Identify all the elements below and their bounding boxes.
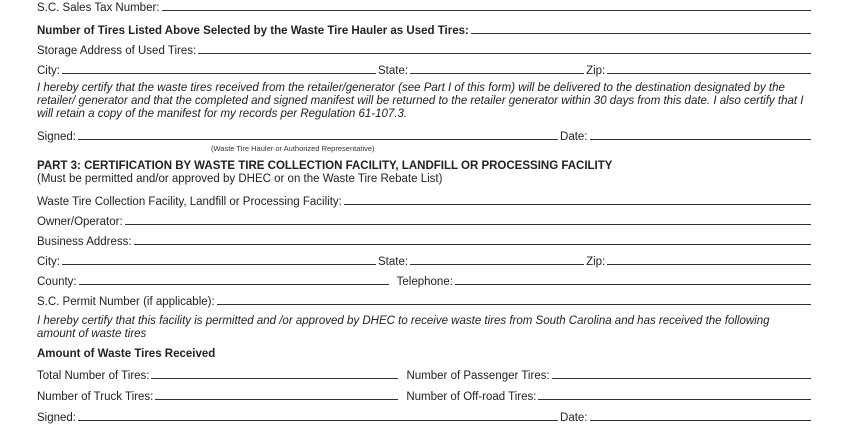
hauler-date-field[interactable] [590,138,811,140]
county-row [37,272,811,288]
date-label: Date: [560,412,588,424]
hauler-city-row [37,61,811,77]
total-tires-label: Total Number of Tires: [37,370,150,382]
facility-date-field[interactable] [590,419,811,421]
date-label: Date: [560,131,588,143]
num-tires-label: Number of Tires Listed Above Selected by the Waste Tire Hauler as Used Tires: [37,25,469,37]
facility-field[interactable] [344,203,811,205]
sales-tax-field[interactable] [162,9,811,11]
permit-label: S.C. Permit Number (if applicable): [37,296,215,308]
storage-address-label: Storage Address of Used Tires: [37,45,197,57]
part3-subheading: (Must be permitted and/or approved by DHEC or on the Waste Tire Rebate List) [37,173,443,185]
facility-signed-row [37,408,811,424]
state-label: State: [378,256,409,268]
sales-tax-label: S.C. Sales Tax Number: [37,2,160,14]
owner-row [37,212,811,228]
facility-city-row [37,252,811,268]
zip-label: Zip: [586,65,606,77]
facility-signature-field[interactable] [78,419,558,421]
facility-zip-field[interactable] [607,263,811,265]
amount-heading: Amount of Waste Tires Received [37,348,216,360]
hauler-certification-text: I hereby certify that the waste tires received from the retailer/generator (see Part I of this form) will be delivered to the destination designated by the retailer/ generator and that the completed and signed manifest will be returned to the retailer generator within 30 days from this date. I also certify that I will retain a copy of the manifest for my records per Regulation 61-107.3. [37,82,804,120]
storage-address-row [37,41,811,57]
part3-heading: PART 3: CERTIFICATION BY WASTE TIRE COLLECTION FACILITY, LANDFILL OR PROCESSING FACILITY [37,160,613,172]
passenger-tires-label: Number of Passenger Tires: [406,370,550,382]
truck-tires-field[interactable] [155,398,398,400]
business-address-row [37,232,811,248]
permit-field[interactable] [217,303,811,305]
num-tires-field[interactable] [471,32,811,34]
facility-state-field[interactable] [410,263,584,265]
total-tires-field[interactable] [151,377,398,379]
state-label: State: [378,65,409,77]
offroad-tires-field[interactable] [538,398,811,400]
offroad-tires-label: Number of Off-road Tires: [406,391,537,403]
county-field[interactable] [79,283,389,285]
hauler-zip-field[interactable] [607,72,811,74]
telephone-label: Telephone: [396,276,453,288]
truck-tires-row [37,387,811,403]
county-label: County: [37,276,77,288]
city-label: City: [37,256,60,268]
signed-label: Signed: [37,412,77,424]
telephone-field[interactable] [455,283,811,285]
storage-address-field[interactable] [198,52,811,54]
owner-label: Owner/Operator: [37,216,123,228]
hauler-signed-row [37,127,811,143]
signed-label: Signed: [37,131,77,143]
facility-city-field[interactable] [62,263,376,265]
facility-row [37,192,811,208]
business-address-label: Business Address: [37,236,132,248]
total-tires-row [37,366,811,382]
facility-label: Waste Tire Collection Facility, Landfill or Processing Facility: [37,196,342,208]
passenger-tires-field[interactable] [552,377,811,379]
facility-certification-text: I hereby certify that this facility is permitted and /or approved by DHEC to receive waste tires from South Carolina and has received the following amount of waste tires [37,315,770,340]
hauler-state-field[interactable] [410,72,584,74]
permit-row [37,292,811,308]
hauler-city-field[interactable] [62,72,376,74]
signed-caption: (Waste Tire Hauler or Authorized Representative) [211,144,375,153]
num-tires-row [37,21,811,37]
sales-tax-row [37,0,811,14]
city-label: City: [37,65,60,77]
hauler-signature-field[interactable] [78,138,558,140]
truck-tires-label: Number of Truck Tires: [37,391,154,403]
zip-label: Zip: [586,256,606,268]
owner-field[interactable] [125,223,811,225]
business-address-field[interactable] [134,243,811,245]
